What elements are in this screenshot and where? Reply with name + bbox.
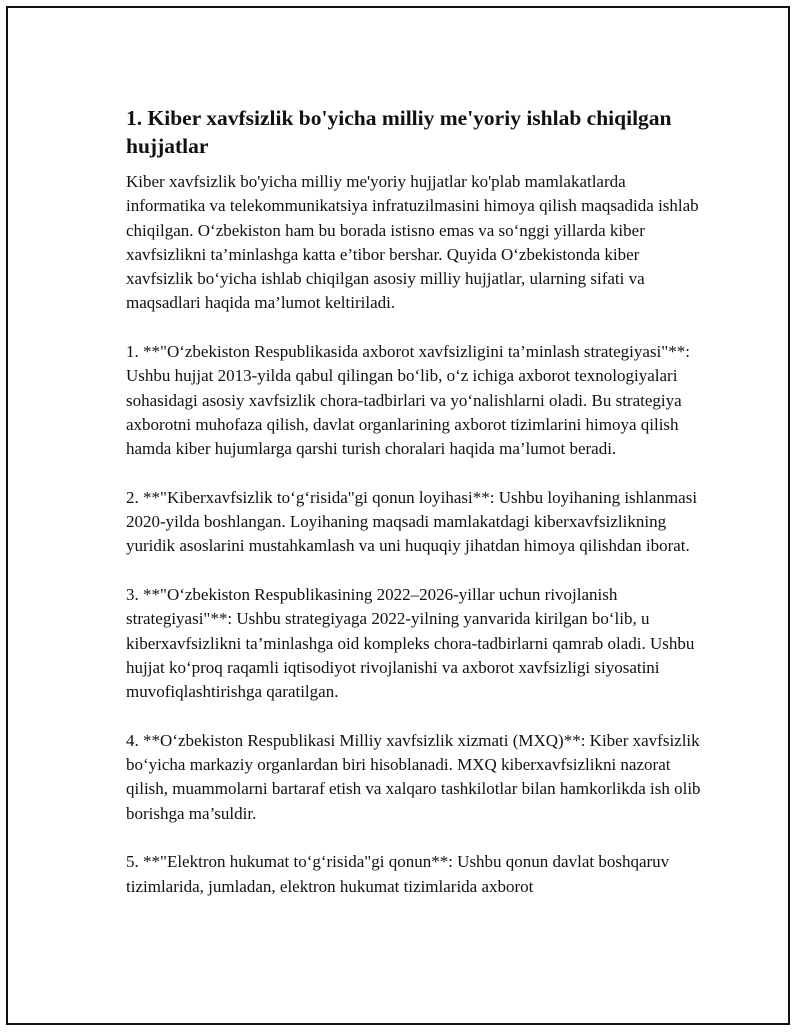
list-item-4: 4. **O‘zbekiston Respublikasi Milliy xavfsizlik xizmati (MXQ)**: Kiber xavfsizlik bo‘yicha markaziy organlardan biri hisoblanadi. MXQ kiberxavfsizlikni nazorat qilish, muammolarni bartaraf etish va xalqaro tashkilotlar bilan hamkorlikda ish olib borishga ma’suldir.	[126, 730, 701, 823]
section-heading: 1. Kiber xavfsizlik bo'yicha milliy me'yoriy ishlab chiqilgan hujjatlar	[126, 106, 672, 158]
list-item-5: 5. **"Elektron hukumat to‘g‘risida"gi qonun**: Ushbu qonun davlat boshqaruv tizimlarida, jumladan, elektron hukumat tizimlarida axborot	[126, 852, 670, 896]
list-item-3: 3. **"O‘zbekiston Respublikasining 2022–2026-yillar uchun rivojlanish strategiyasi"**: Ushbu strategiyaga 2022-yilning yanvarida kirilgan bo‘lib, u kiberxavfsizlikni ta’minlashga oid kompleks chora-tadbirlarni qamrab oladi. Ushbu hujjat ko‘proq raqamli iqtisodiyot rivojlanishi va axborot xavfsizligi siyosatini muvofiqlashtirishga qaratilgan.	[126, 585, 695, 702]
page-frame	[6, 6, 790, 1025]
list-item-2: 2. **"Kiberxavfsizlik to‘g‘risida"gi qonun loyihasi**: Ushbu loyihaning ishlanmasi 2020-yilda boshlangan. Loyihaning maqsadi mamlakatdagi kiberxavfsizlikning yuridik asoslarini mustahkamlash va uni huquqiy jihatdan himoya qilishdan iborat.	[126, 487, 698, 556]
document-body	[126, 104, 701, 923]
intro-paragraph: Kiber xavfsizlik bo'yicha milliy me'yoriy hujjatlar ko'plab mamlakatlarda informatika va telekommunikatsiya infratuzilmasini himoya qilish maqsadida ishlab chiqilgan. O‘zbekiston ham bu borada istisno emas va so‘nggi yillarda kiber xavfsizlikni ta’minlashga katta e’tibor bershar. Quyida O‘zbekistonda kiber xavfsizlik bo‘yicha ishlab chiqilgan asosiy milliy hujjatlar, ularning sifati va maqsadlari haqida ma’lumot keltiriladi.	[126, 172, 699, 313]
list-item-1: 1. **"O‘zbekiston Respublikasida axborot xavfsizligini ta’minlash strategiyasi"**: Ushbu hujjat 2013-yilda qabul qilingan bo‘lib, o‘z ichiga axborot texnologiyalari sohasidagi asosiy xavfsizlik chora-tadbirlari va yo‘nalishlarni oladi. Bu strategiya axborotni muhofaza qilish, davlat organlarining axborot tizimlarini himoya qilish hamda kiber hujumlarga qarshi turish choralari haqida ma’lumot beradi.	[126, 342, 690, 459]
